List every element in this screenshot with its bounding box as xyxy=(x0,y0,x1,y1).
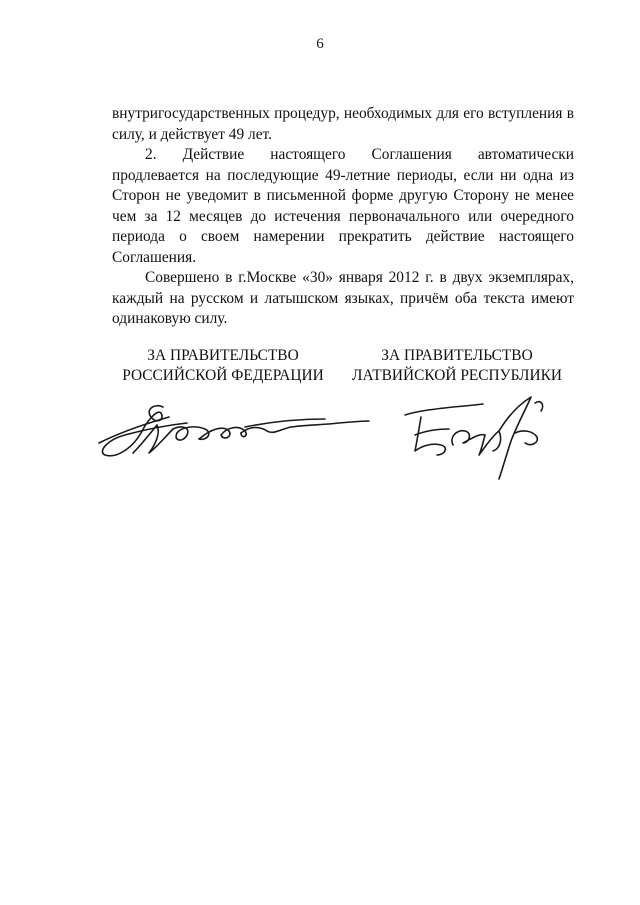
signatory-russia-line-2: РОССИЙСКОЙ ФЕДЕРАЦИИ xyxy=(122,367,324,384)
signatory-russia-line-1: ЗА ПРАВИТЕЛЬСТВО xyxy=(147,347,299,364)
paragraph-continuation: внутригосударственных процедур, необходимых для его вступления в силу, и действует 49 лет. xyxy=(112,105,574,143)
signatory-latvia-line-1: ЗА ПРАВИТЕЛЬСТВО xyxy=(381,347,533,364)
paragraph-extension-clause: 2. Действие настоящего Соглашения автоматически продлевается на последующие 49-летние периоды, если ни одна из Сторон не уведомит в письменной форме другую Сторону не менее чем за 12 месяцев до истечения первоначального или очередного периода о своем намерении прекратить действие настоящего Соглашения. xyxy=(112,146,574,266)
signatory-latvia xyxy=(347,346,567,386)
agreement-body xyxy=(112,104,574,330)
page-number: 6 xyxy=(316,36,324,52)
paragraph-execution-clause: Совершено в г.Москве «30» января 2012 г. в двух экземплярах, каждый на русском и латышском языках, причём оба текста имеют одинаковую силу. xyxy=(112,269,574,327)
signatory-latvia-line-2: ЛАТВИЙСКОЙ РЕСПУБЛИКИ xyxy=(352,367,562,384)
signatory-russia xyxy=(108,346,338,386)
signature-russia xyxy=(95,395,375,475)
signature-latvia xyxy=(395,385,555,485)
